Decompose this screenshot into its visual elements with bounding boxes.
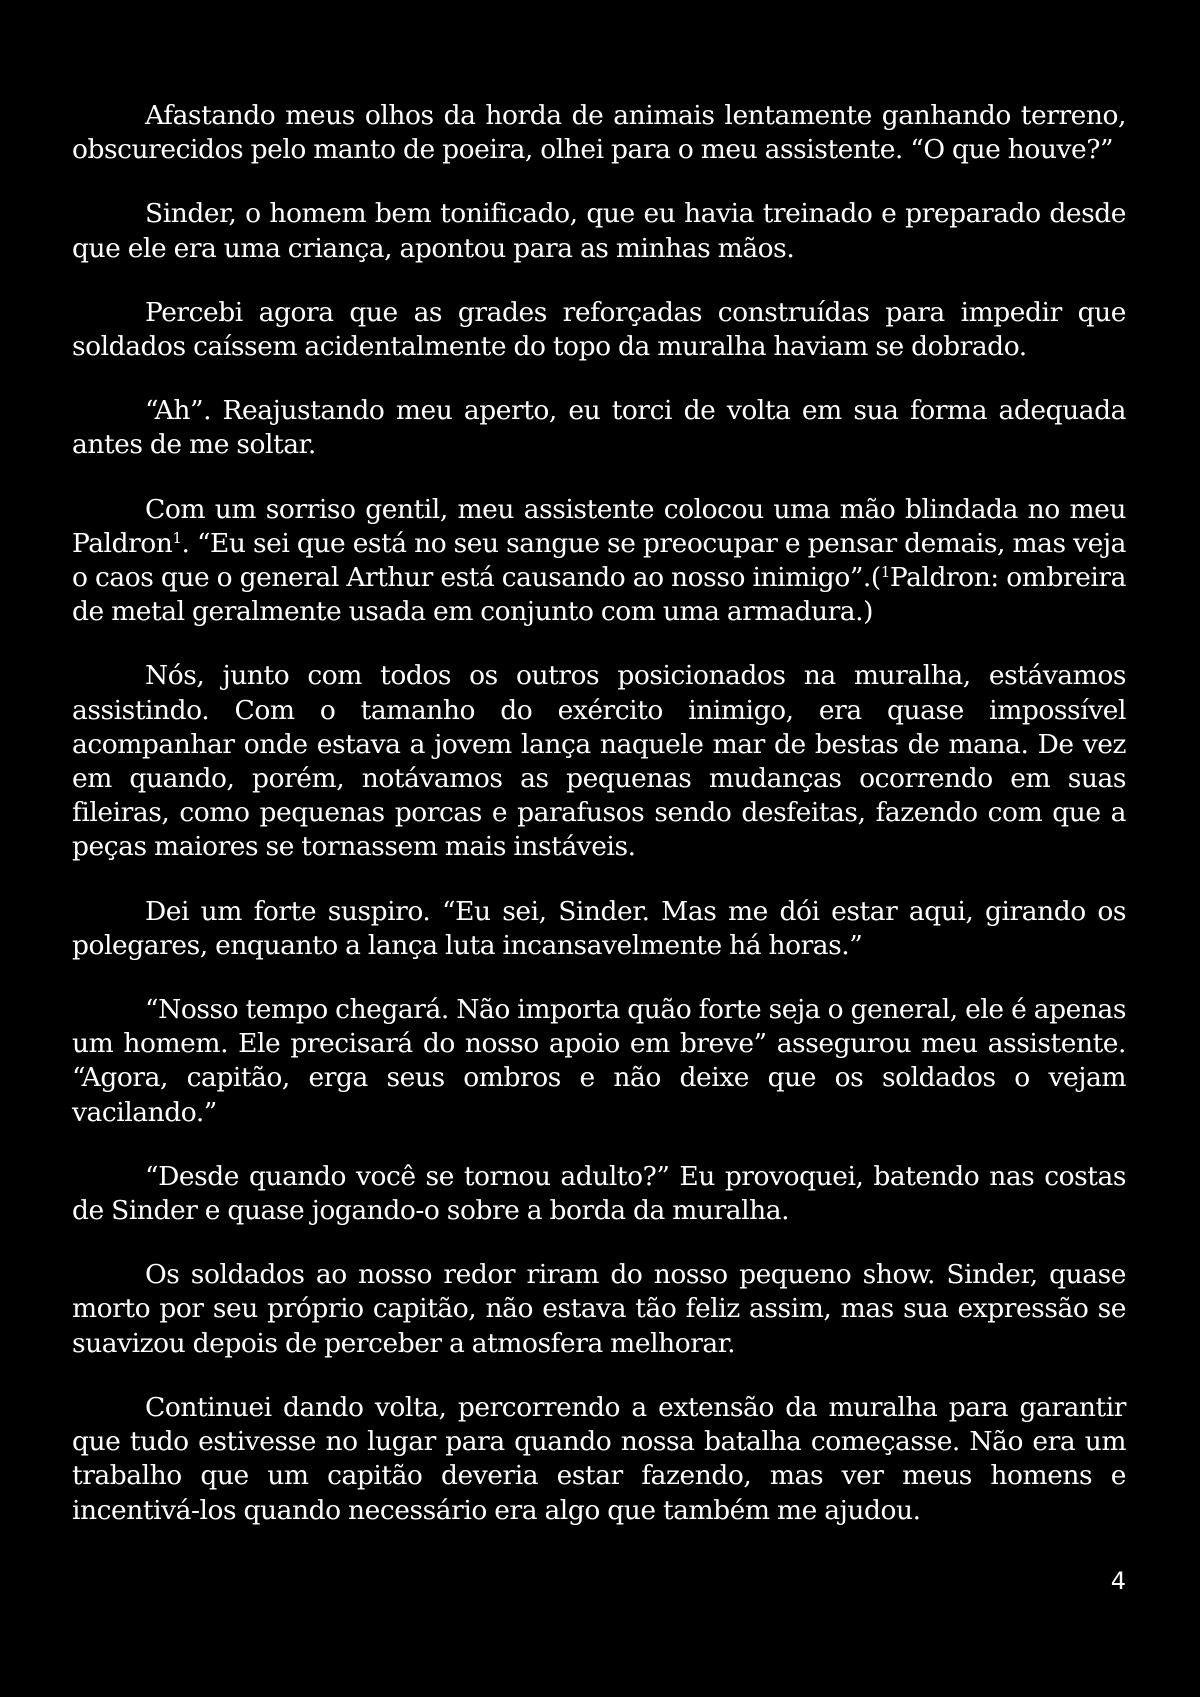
paragraph-11: Continuei dando volta, percorrendo a extensão da muralha para garantir que tudo estivesse no lugar para quando nossa batalha começasse. Não era um trabalho que um capitão deveria estar fazendo, mas ver meus homens e incentivá-los quando necessário era algo que também me ajudou. [72,1391,1126,1526]
paragraph-5-text-middle: . “Eu sei que está no seu sangue se preocupar e pensar demais, mas veja o caos que o general Arthur está causando ao nosso inimigo”.( [72,527,1126,594]
paragraph-4: “Ah”. Reajustando meu aperto, eu torci de volta em sua forma adequada antes de me soltar. [72,395,1126,461]
paragraph-5-text-before: Com um sorriso gentil, meu assistente colocou uma mão blindada no meu Paldron [72,493,1126,559]
paragraph-6: Nós, junto com todos os outros posicionados na muralha, estávamos assistindo. Com o tamanho do exército inimigo, era quase impossível acompanhar onde estava a jovem lança naquele mar de bestas de mana. De vez em quando, porém, notávamos as pequenas mudanças ocorrendo em suas fileiras, como pequenas porcas e parafusos sendo desfeitas, fazendo com que a peças maiores se tornassem mais instáveis. [72,660,1126,863]
paragraph-8: “Nosso tempo chegará. Não importa quão forte seja o general, ele é apenas um homem. Ele precisará do nosso apoio em breve” assegurou meu assistente. “Agora, capitão, erga seus ombros e não deixe que os soldados o vejam vacilando.” [72,994,1126,1128]
footnote-marker: 1 [172,528,182,547]
paragraph-10: Os soldados ao nosso redor riram do nosso pequeno show. Sinder, quase morto por seu próprio capitão, não estava tão feliz assim, mas sua expressão se suavizou depois de perceber a atmosfera melhorar. [72,1259,1126,1359]
paragraph-5-footnote-text: Paldron: ombreira de metal geralmente usada em conjunto com uma armadura.) [72,562,1126,628]
paragraph-5-footnote [72,493,1126,630]
page-number: 4 [1110,1567,1126,1595]
paragraph-7: Dei um forte suspiro. “Eu sei, Sinder. Mas me dói estar aqui, girando os polegares, enquanto a lança luta incansavelmente há horas.” [72,895,1126,961]
paragraph-9: “Desde quando você se tornou adulto?” Eu provoquei, batendo nas costas de Sinder e quase jogando-o sobre a borda da muralha. [72,1160,1126,1227]
paragraph-3: Percebi agora que as grades reforçadas construídas para impedir que soldados caíssem acidentalmente do topo da muralha haviam se dobrado. [72,296,1126,363]
footnote-reference-marker: 1 [880,563,890,582]
page-body [72,99,1126,1558]
paragraph-2: Sinder, o homem bem tonificado, que eu havia treinado e preparado desde que ele era uma criança, apontou para as minhas mãos. [72,198,1126,264]
paragraph-1: Afastando meus olhos da horda de animais lentamente ganhando terreno, obscurecidos pelo manto de poeira, olhei para o meu assistente. “O que houve?” [72,100,1126,166]
